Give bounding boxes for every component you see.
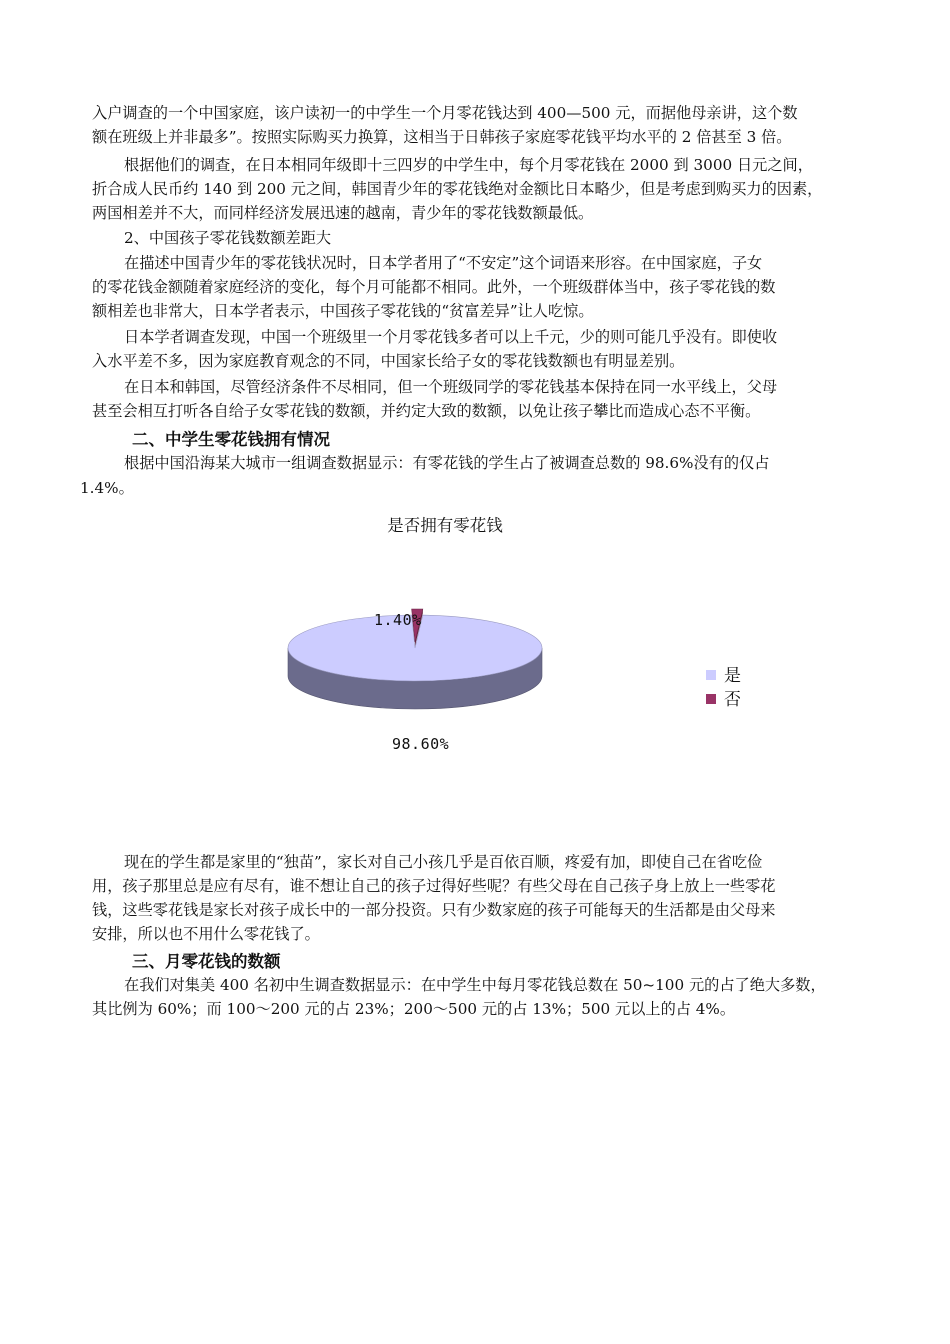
paragraph-line: 现在的学生都是家里的“独苗”，家长对自己小孩几乎是百依百顺，疼爱有加，即使自己在省吃俭 bbox=[124, 853, 763, 871]
legend-swatch-no bbox=[706, 694, 716, 704]
paragraph-line: 1.4%。 bbox=[80, 479, 134, 497]
legend-swatch-yes bbox=[706, 670, 716, 680]
paragraph-line: 折合成人民币约 140 到 200 元之间，韩国青少年的零花钱绝对金额比日本略少，但是考虑到购买力的因素， bbox=[92, 180, 823, 198]
paragraph-line: 根据他们的调查，在日本相同年级即十三四岁的中学生中，每个月零花钱在 2000 到 3000 日元之间， bbox=[124, 156, 813, 174]
paragraph-line: 额相差也非常大，日本学者表示，中国孩子零花钱的“贫富差异”让人吃惊。 bbox=[92, 302, 594, 320]
paragraph-line: 用，孩子那里总是应有尽有，谁不想让自己的孩子过得好些呢？有些父母在自己孩子身上放上一些零花 bbox=[92, 877, 776, 895]
legend-label-no: 否 bbox=[724, 690, 741, 710]
paragraph-line: 钱，这些零花钱是家长对孩子成长中的一部分投资。只有少数家庭的孩子可能每天的生活都是由父母来 bbox=[92, 901, 776, 919]
paragraph-line: 在我们对集美 400 名初中生调查数据显示：在中学生中每月零花钱总数在 50~100 元的占了绝大多数， bbox=[124, 976, 826, 994]
subheading: 2、中国孩子零花钱数额差距大 bbox=[124, 229, 332, 247]
paragraph-line: 额在班级上并非最多”。按照实际购买力换算，这相当于日韩孩子家庭零花钱平均水平的 2 倍甚至 3 倍。 bbox=[92, 128, 792, 146]
paragraph-line: 入水平差不多，因为家庭教育观念的不同，中国家长给子女的零花钱数额也有明显差别。 bbox=[92, 352, 685, 370]
section-heading: 三、月零花钱的数额 bbox=[132, 952, 281, 971]
data-label-yes: 98.60% bbox=[392, 735, 450, 753]
paragraph-line: 甚至会相互打听各自给子女零花钱的数额，并约定大致的数额，以免让孩子攀比而造成心态不平衡。 bbox=[92, 402, 761, 420]
data-label-no: 1.40% bbox=[374, 611, 422, 629]
paragraph-line: 其比例为 60%；而 100～200 元的占 23%；200～500 元的占 13%；500 元以上的占 4%。 bbox=[92, 1000, 736, 1018]
chart-title: 是否拥有零花钱 bbox=[387, 516, 503, 535]
legend-item-no bbox=[706, 685, 741, 710]
paragraph-line: 日本学者调查发现，中国一个班级里一个月零花钱多者可以上千元，少的则可能几乎没有。即使收 bbox=[124, 328, 778, 346]
paragraph-line: 入户调查的一个中国家庭，该户读初一的中学生一个月零花钱达到 400—500 元，而据他母亲讲，这个数 bbox=[92, 104, 798, 122]
paragraph-line: 在日本和韩国，尽管经济条件不尽相同，但一个班级同学的零花钱基本保持在同一水平线上，父母 bbox=[124, 378, 778, 396]
paragraph-line: 安排，所以也不用什么零花钱了。 bbox=[92, 925, 320, 943]
paragraph-line: 的零花钱金额随着家庭经济的变化，每个月可能都不相同。此外，一个班级群体当中，孩子零花钱的数 bbox=[92, 278, 776, 296]
paragraph-line: 两国相差并不大，而同样经济发展迅速的越南，青少年的零花钱数额最低。 bbox=[92, 204, 594, 222]
paragraph-line: 在描述中国青少年的零花钱状况时，日本学者用了“不安定”这个词语来形容。在中国家庭，子女 bbox=[124, 254, 763, 272]
legend-item-yes bbox=[706, 661, 741, 686]
section-heading: 二、中学生零花钱拥有情况 bbox=[132, 430, 330, 449]
legend-label-yes: 是 bbox=[724, 666, 741, 686]
paragraph-line: 根据中国沿海某大城市一组调查数据显示：有零花钱的学生占了被调查总数的 98.6%没有的仅占 bbox=[124, 454, 770, 472]
